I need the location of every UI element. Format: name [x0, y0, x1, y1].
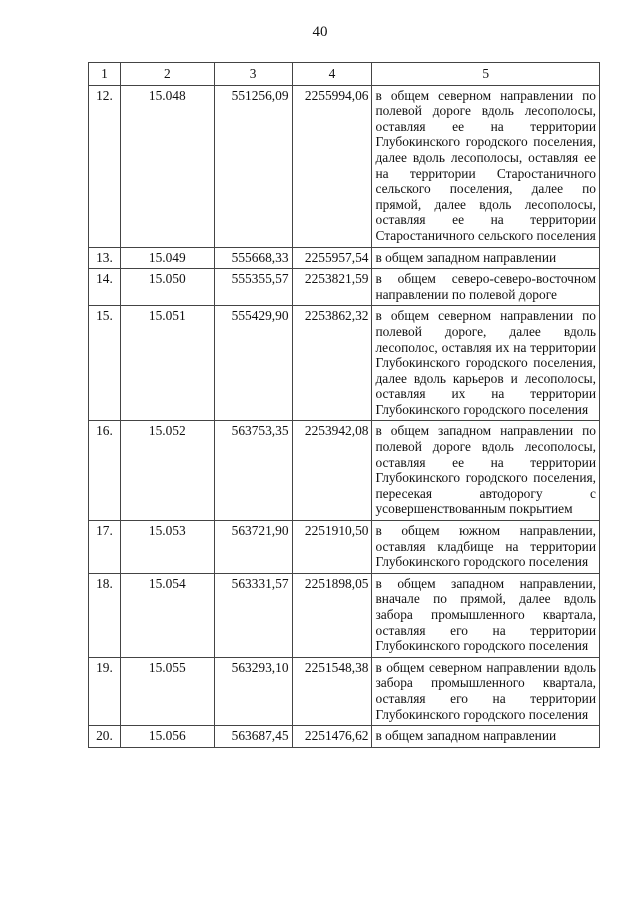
column-header-point: 2: [120, 63, 214, 86]
table-header-row: [89, 63, 600, 86]
table-row: [89, 726, 600, 748]
point-id: 15.048: [120, 85, 214, 247]
coordinate-x: 563293,10: [214, 657, 292, 725]
row-number: 18.: [89, 573, 121, 657]
coordinate-y: 2255957,54: [292, 247, 372, 269]
table-row: [89, 573, 600, 657]
coordinate-x: 563331,57: [214, 573, 292, 657]
coordinate-x: 555355,57: [214, 269, 292, 306]
boundary-description: в общем западном направлении, вначале по прямой, далее вдоль забора промышленного квартала, оставляя его на территории Глубокинского городского поселения: [372, 573, 600, 657]
boundary-description: в общем северо-северо-восточном направлении по полевой дороге: [372, 269, 600, 306]
row-number: 17.: [89, 521, 121, 574]
row-number: 19.: [89, 657, 121, 725]
row-number: 14.: [89, 269, 121, 306]
point-id: 15.052: [120, 421, 214, 521]
table-row: [89, 85, 600, 247]
column-header-x: 3: [214, 63, 292, 86]
coordinate-y: 2251548,38: [292, 657, 372, 725]
point-id: 15.055: [120, 657, 214, 725]
boundary-description: в общем северном направлении вдоль забора промышленного квартала, оставляя его на территории Глубокинского городского поселения: [372, 657, 600, 725]
column-header-description: 5: [372, 63, 600, 86]
row-number: 15.: [89, 306, 121, 421]
column-header-number: 1: [89, 63, 121, 86]
point-id: 15.056: [120, 726, 214, 748]
coordinate-y: 2251910,50: [292, 521, 372, 574]
coordinate-x: 563721,90: [214, 521, 292, 574]
coordinate-y: 2251898,05: [292, 573, 372, 657]
page-number: 40: [312, 24, 328, 40]
boundary-description: в общем северном направлении по полевой дороге вдоль лесополосы, оставляя ее на территории Глубокинского городского поселения, далее вдоль лесополосы, оставляя ее на территории Старостаничного сельского поселения, далее по прямой, далее вдоль лесополосы, оставляя ее на территории Старостаничного сельского поселения: [372, 85, 600, 247]
table-row: [89, 657, 600, 725]
point-id: 15.049: [120, 247, 214, 269]
table-row: [89, 306, 600, 421]
coordinate-x: 563687,45: [214, 726, 292, 748]
boundary-description: в общем западном направлении: [372, 247, 600, 269]
coordinate-x: 551256,09: [214, 85, 292, 247]
row-number: 12.: [89, 85, 121, 247]
table-row: [89, 421, 600, 521]
point-id: 15.053: [120, 521, 214, 574]
coordinate-x: 563753,35: [214, 421, 292, 521]
coordinate-y: 2253821,59: [292, 269, 372, 306]
row-number: 16.: [89, 421, 121, 521]
row-number: 20.: [89, 726, 121, 748]
coordinate-y: 2251476,62: [292, 726, 372, 748]
row-number: 13.: [89, 247, 121, 269]
boundary-description: в общем северном направлении по полевой дороге, далее вдоль лесополос, оставляя их на территории Глубокинского городского поселения, далее вдоль карьеров и лесополосы, оставляя их на территории Глубокинского городского поселения: [372, 306, 600, 421]
table-row: [89, 521, 600, 574]
table-row: [89, 247, 600, 269]
boundary-description: в общем южном направлении, оставляя кладбище на территории Глубокинского городского поселения: [372, 521, 600, 574]
point-id: 15.050: [120, 269, 214, 306]
coordinate-x: 555429,90: [214, 306, 292, 421]
point-id: 15.054: [120, 573, 214, 657]
table-row: [89, 269, 600, 306]
coordinate-x: 555668,33: [214, 247, 292, 269]
coordinate-y: 2253942,08: [292, 421, 372, 521]
boundary-points-table: [88, 62, 600, 748]
boundary-description: в общем западном направлении по полевой дороге вдоль лесополосы, оставляя ее на территории Глубокинского городского поселения, пересекая автодорогу с усовершенствованным покрытием: [372, 421, 600, 521]
column-header-y: 4: [292, 63, 372, 86]
boundary-description: в общем западном направлении: [372, 726, 600, 748]
coordinate-y: 2253862,32: [292, 306, 372, 421]
coordinate-y: 2255994,06: [292, 85, 372, 247]
point-id: 15.051: [120, 306, 214, 421]
